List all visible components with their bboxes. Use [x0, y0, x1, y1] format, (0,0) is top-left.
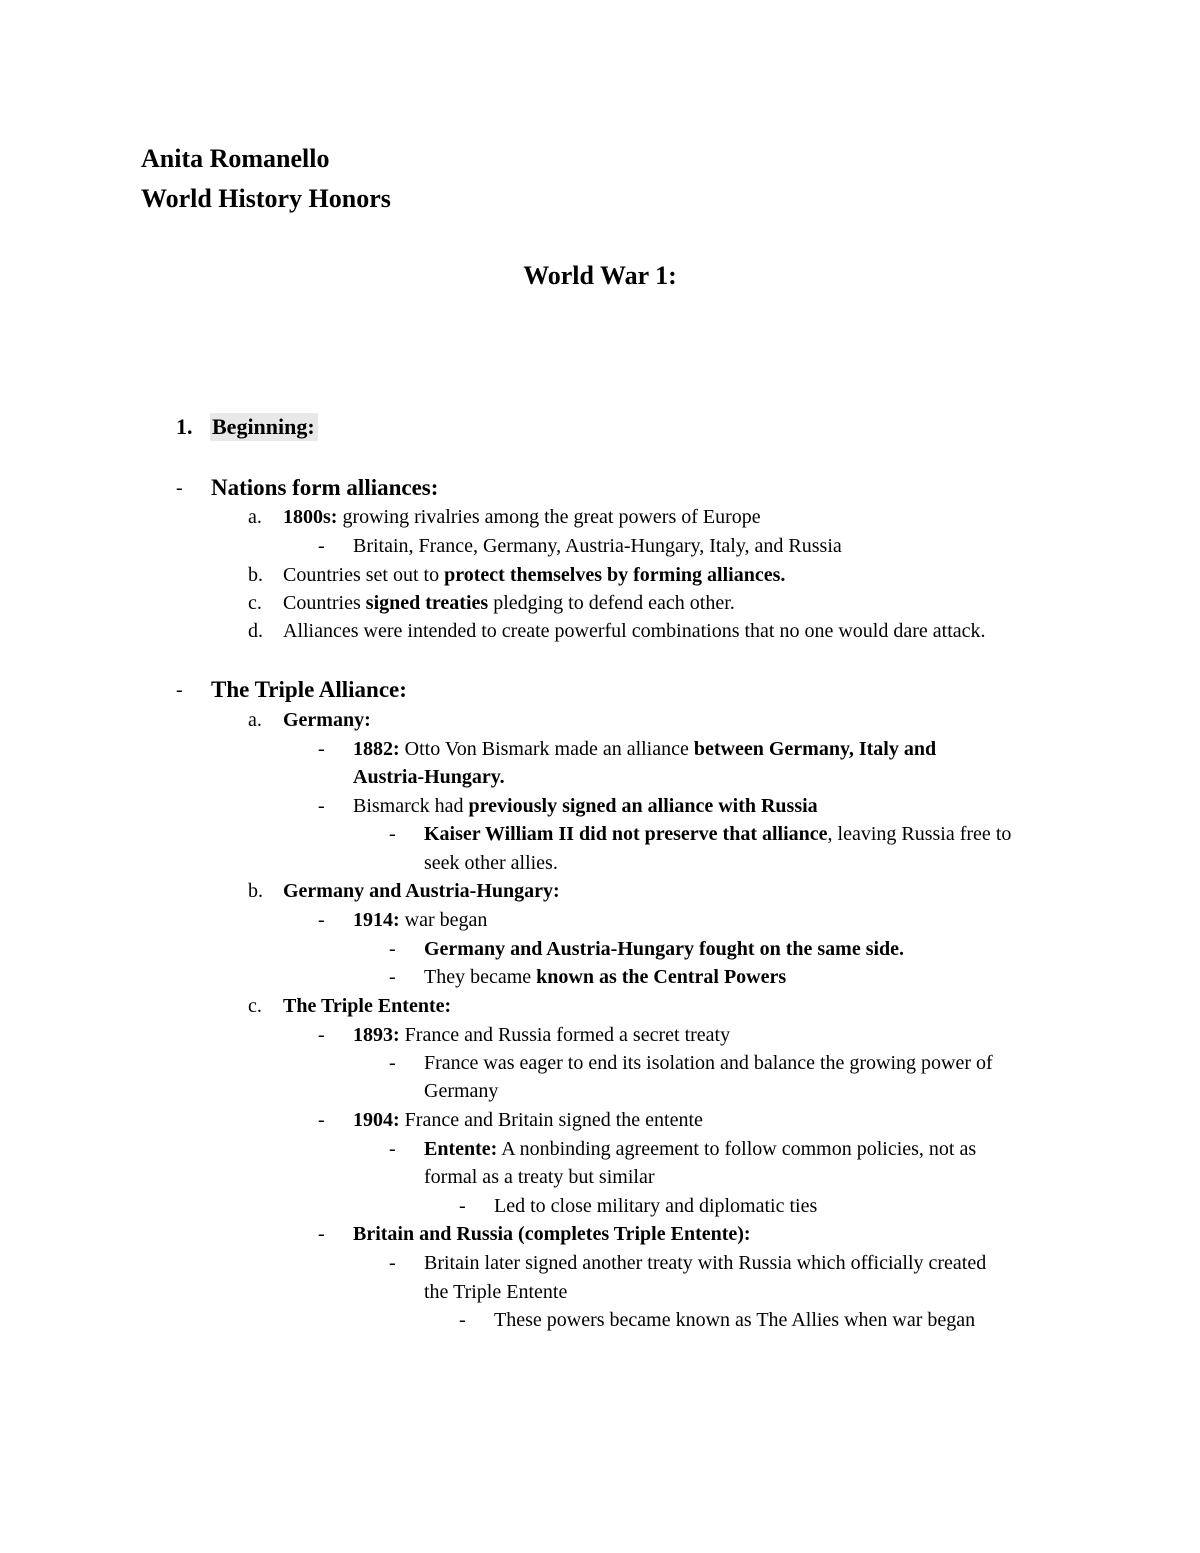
list-marker: c. [248, 995, 262, 1017]
list-item-continued: Austria-Hungary. [353, 766, 505, 788]
list-item-continued: the Triple Entente [424, 1281, 568, 1303]
bullet-dash: - [459, 1309, 466, 1331]
bullet-dash: - [389, 966, 396, 988]
list-item: Britain, France, Germany, Austria-Hungary, Italy, and Russia [353, 535, 842, 557]
list-item: Led to close military and diplomatic ties [494, 1195, 818, 1217]
list-item: Countries set out to protect themselves by forming alliances. [283, 564, 786, 586]
list-item: Countries signed treaties pledging to defend each other. [283, 592, 735, 614]
list-item: Germany and Austria-Hungary: [283, 880, 560, 902]
list-item-continued: formal as a treaty but similar [424, 1166, 655, 1188]
list-marker: b. [248, 880, 263, 902]
list-marker: b. [248, 564, 263, 586]
list-item: Britain later signed another treaty with Russia which officially created [424, 1252, 987, 1274]
bullet-dash: - [318, 738, 325, 760]
list-item: 1893: France and Russia formed a secret treaty [353, 1024, 731, 1046]
list-item: France was eager to end its isolation and balance the growing power of [424, 1052, 993, 1074]
bullet-dash: - [318, 795, 325, 817]
subheading-alliances: Nations form alliances: [211, 475, 439, 500]
bullet-dash: - [389, 823, 396, 845]
list-item: The Triple Entente: [283, 995, 452, 1017]
list-item: These powers became known as The Allies when war began [494, 1309, 976, 1331]
course-name: World History Honors [141, 184, 391, 213]
bullet-dash: - [389, 1052, 396, 1074]
bullet-dash: - [459, 1195, 466, 1217]
list-item: 1904: France and Britain signed the entente [353, 1109, 703, 1131]
list-item: 1882: Otto Von Bismark made an alliance between Germany, Italy and [353, 738, 937, 760]
list-item: Kaiser William II did not preserve that alliance, leaving Russia free to [424, 823, 1012, 845]
list-marker: c. [248, 592, 262, 614]
list-item-continued: seek other allies. [424, 852, 558, 874]
bullet-dash: - [318, 909, 325, 931]
bullet-dash: - [318, 1024, 325, 1046]
document-title: World War 1: [523, 261, 677, 290]
list-item: 1914: war began [353, 909, 488, 931]
bullet-dash: - [318, 535, 325, 557]
bullet-dash: - [176, 477, 183, 499]
bullet-dash: - [389, 938, 396, 960]
bullet-dash: - [176, 679, 183, 701]
list-item: They became known as the Central Powers [424, 966, 787, 988]
bullet-dash: - [318, 1223, 325, 1245]
section-number: 1. [176, 414, 193, 439]
list-item: Entente: A nonbinding agreement to follow common policies, not as [424, 1138, 977, 1160]
list-item: Germany: [283, 709, 371, 731]
list-item: Alliances were intended to create powerful combinations that no one would dare attack. [283, 620, 986, 642]
list-item: Britain and Russia (completes Triple Entente): [353, 1223, 751, 1245]
list-marker: a. [248, 506, 262, 528]
bullet-dash: - [318, 1109, 325, 1131]
list-marker: a. [248, 709, 262, 731]
bullet-dash: - [389, 1138, 396, 1160]
list-marker: d. [248, 620, 263, 642]
list-item: 1800s: growing rivalries among the great powers of Europe [283, 506, 761, 528]
subheading-triple-alliance: The Triple Alliance: [211, 677, 407, 702]
list-item: Bismarck had previously signed an alliance with Russia [353, 795, 818, 817]
list-item: Germany and Austria-Hungary fought on the same side. [424, 938, 905, 960]
author-name: Anita Romanello [141, 144, 330, 173]
list-item-continued: Germany [424, 1080, 499, 1102]
bullet-dash: - [389, 1252, 396, 1274]
section-heading: Beginning: [210, 413, 318, 441]
